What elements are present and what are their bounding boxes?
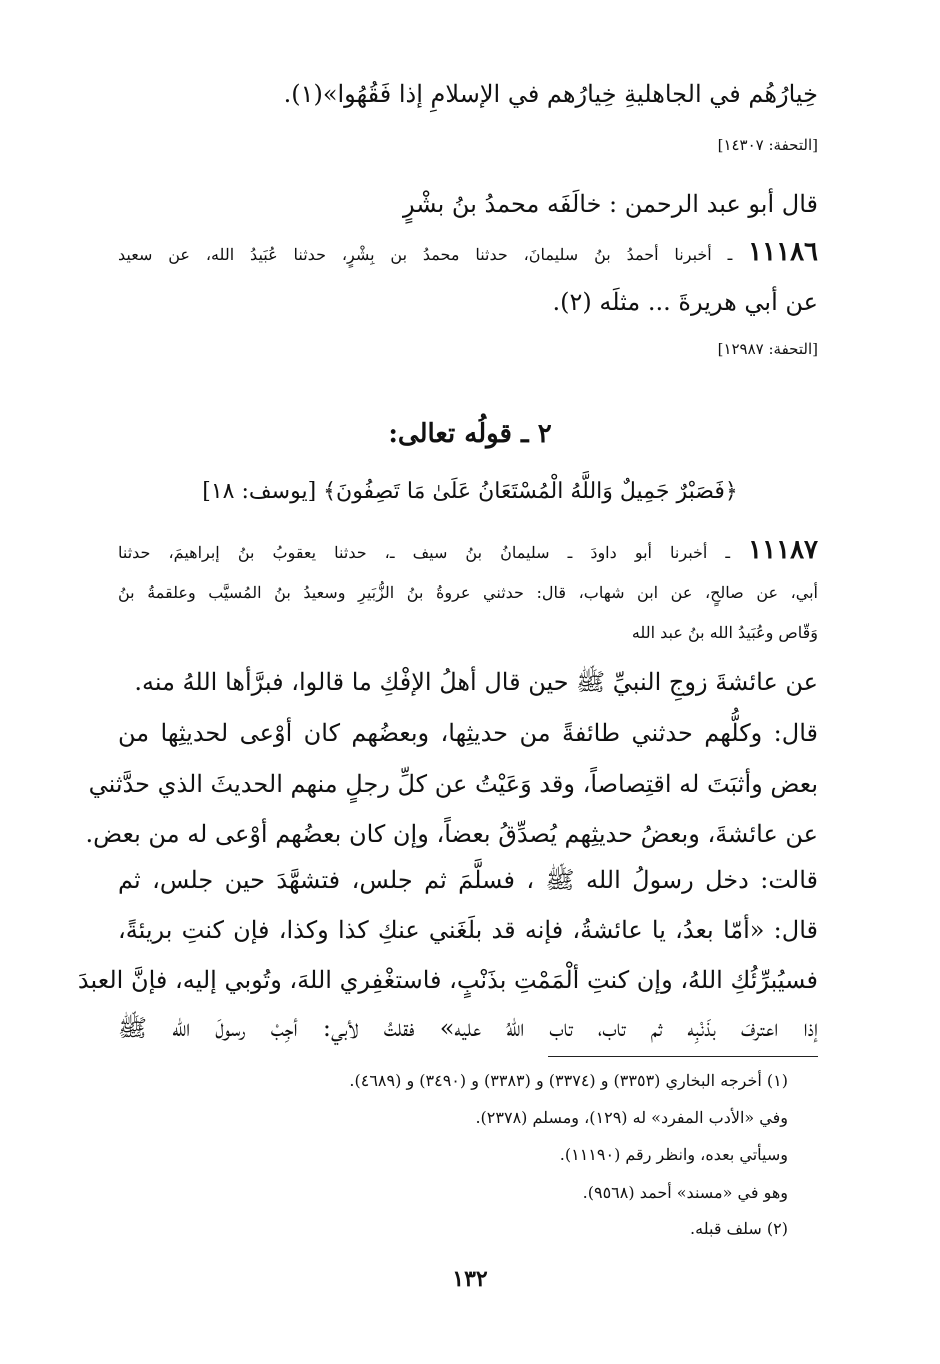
footnote-divider bbox=[548, 1056, 818, 1057]
footnote-1: (١) أخرجه البخاري (٣٣٥٣) و (٣٣٧٤) و (٣٣٨٣) و (٣٤٩٠) و (٤٦٨٩). bbox=[349, 1071, 788, 1090]
hadith-11186 bbox=[118, 232, 818, 272]
page-number: ١٣٢ bbox=[452, 1266, 488, 1292]
line-3: عن أبي هريرةَ ... مثلَه (٢). bbox=[552, 288, 818, 316]
text-line-5: قالت: دخل رسولُ الله ﷺ ، فسلَّمَ ثم جلس، فتشهَّدَ حين جلس، ثم bbox=[118, 866, 818, 894]
text-line-6: قال: «أمّا بعدُ، يا عائشةُ، فإنه قد بلَغَني عنكِ كذا وكذا، فإن كنتِ بريئةً، bbox=[118, 916, 818, 944]
line-1: خِيارُهُم في الجاهليةِ خِيارُهم في الإسلامِ إذا فَقُهُوا»(١). bbox=[283, 80, 818, 108]
tuhfa-ref-2: [التحفة: ١٢٩٨٧] bbox=[717, 340, 818, 358]
sanad-line-2: أبي، عن صالحٍ، عن ابن شهاب، قال: حدثني عروةُ بنُ الزُّبَيرِ وسعيدُ بنُ المُسيَّب وعلقمةُ بنُ bbox=[118, 583, 818, 602]
hadith-text: ـ أخبرنا أحمدُ بنُ سليمانَ، حدثنا محمدُ بن بِشْرٍ، حدثنا عُبَيدُ الله، عن سعيد bbox=[118, 245, 749, 264]
hadith-number: ١١١٨٧ bbox=[748, 535, 818, 565]
text-line-7: فسيُبرِّئُكِ اللهُ، وإن كنتِ ألْمَمْتِ بذَنْبٍ، فاستغْفِري اللهَ، وتُوبي إليه، فإنَّ العبدَ bbox=[77, 966, 818, 994]
section-heading: ٢ ـ قولُه تعالى: bbox=[388, 419, 552, 449]
tuhfa-ref-1: [التحفة: ١٤٣٠٧] bbox=[717, 136, 818, 154]
text-line-8: إذا اعترفَ بذَنْبِه ثم تاب، تاب اللهُ عليه» فقلتُ لأبي: أجِبْ رسولَ الله ﷺ bbox=[118, 1014, 819, 1042]
footnote-4: وهو في «مسند» أحمد (٩٥٦٨). bbox=[582, 1183, 788, 1202]
text-line-3: بعض وأثبَتَ له اقتِصاصاً، وقد وَعَيْتُ عن كلِّ رجلٍ منهم الحديثَ الذي حدَّثني bbox=[88, 770, 818, 798]
footnote-3: وسيأتي بعده، وانظر رقم (١١١٩٠). bbox=[559, 1145, 788, 1164]
footnote-2: وفي «الأدب المفرد» له (١٢٩)، ومسلم (٢٣٧٨). bbox=[475, 1108, 788, 1127]
footnote-5: (٢) سلف قبله. bbox=[690, 1219, 788, 1238]
hadith-number: ١١١٨٦ bbox=[748, 237, 818, 267]
hadith-text: ـ أخبرنا أبو داودَ ـ سليمانُ بنُ سيف ـ، حدثنا يعقوبُ بنُ إبراهيمَ، حدثنا bbox=[118, 543, 749, 562]
text-line-1: عن عائشةَ زوجِ النبيِّ ﷺ حين قال أهلُ الإفْكِ ما قالوا، فبرَّأها اللهُ منه. bbox=[134, 668, 818, 696]
line-2: قال أبو عبد الرحمن : خالَفَه محمدُ بنُ بشْرٍ bbox=[402, 190, 818, 218]
hadith-11187 bbox=[118, 530, 818, 570]
text-line-4: عن عائشةَ، وبعضُ حديثِهم يُصدِّقُ بعضاً، وإن كان بعضُهم أوْعى له من بعض. bbox=[85, 820, 818, 848]
quran-verse: ﴿فَصَبْرٌ جَمِيلٌ وَاللَّهُ الْمُسْتَعَانُ عَلَىٰ مَا تَصِفُونَ﴾ [يوسف: ١٨] bbox=[202, 479, 738, 504]
text-line-2: قال: وكلُّهم حدثني طائفةً من حديثِها، وبعضُهم كان أوْعى لحديثِها من bbox=[118, 719, 818, 747]
sanad-line-3: وَقّاص وعُبَيدُ الله بنُ عبد الله bbox=[631, 623, 818, 642]
